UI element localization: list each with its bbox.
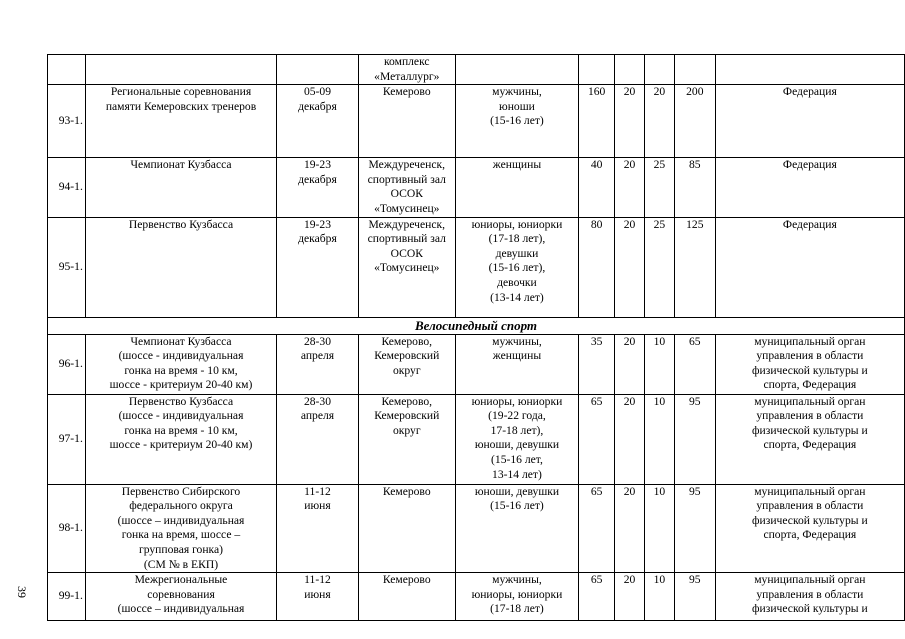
event-dates-cell: 11-12 июня <box>277 573 359 621</box>
participants-cell: юниоры, юниорки (19-22 года, 17-18 лет), юноши, девушки (15-16 лет, 13-14 лет) <box>455 394 578 484</box>
participants-cell: мужчины, женщины <box>455 334 578 394</box>
section-title: Велосипедный спорт <box>48 317 905 334</box>
event-place-cell: Междуреченск, спортивный зал ОСОК «Томусинец» <box>358 217 455 317</box>
count-trainers-cell: 20 <box>615 217 645 317</box>
count-trainers-cell: 20 <box>615 573 645 621</box>
table-row <box>48 394 905 484</box>
participants-cell: юноши, девушки (15-16 лет) <box>455 484 578 573</box>
count-judges-cell: 25 <box>644 158 674 217</box>
count-total-cell: 65 <box>674 334 715 394</box>
row-number-cell: 94-1. <box>48 158 86 217</box>
table-row <box>48 334 905 394</box>
count-judges-cell: 10 <box>644 394 674 484</box>
count-trainers-cell: 20 <box>615 334 645 394</box>
event-dates-cell: 19-23 декабря <box>277 158 359 217</box>
count-participants-cell: 65 <box>579 484 615 573</box>
count-total-cell: 95 <box>674 484 715 573</box>
table-row <box>48 158 905 217</box>
row-number-cell: 93-1. <box>48 85 86 158</box>
event-dates-cell: 11-12 июня <box>277 484 359 573</box>
count-participants-cell: 65 <box>579 394 615 484</box>
event-name-cell: Первенство Кузбасса <box>85 217 276 317</box>
event-place-cell: Кемерово, Кемеровский округ <box>358 334 455 394</box>
row-number-cell: 95-1. <box>48 217 86 317</box>
row-number-cell: 96-1. <box>48 334 86 394</box>
count-trainers-cell <box>615 55 645 85</box>
section-row <box>48 317 905 334</box>
count-total-cell: 85 <box>674 158 715 217</box>
count-participants-cell: 40 <box>579 158 615 217</box>
event-place-cell: комплекс «Металлург» <box>358 55 455 85</box>
count-judges-cell <box>644 55 674 85</box>
organizer-cell: муниципальный орган управления в области физической культуры и спорта, Федерация <box>715 484 904 573</box>
count-total-cell: 95 <box>674 573 715 621</box>
event-place-cell: Кемерово <box>358 573 455 621</box>
event-name-cell: Первенство Сибирского федерального округа (шоссе – индивидуальная гонка на время, шоссе – групповая гонка) (СМ № в ЕКП) <box>85 484 276 573</box>
event-dates-cell: 19-23 декабря <box>277 217 359 317</box>
count-judges-cell: 20 <box>644 85 674 158</box>
table-row <box>48 217 905 317</box>
organizer-cell: Федерация <box>715 85 904 158</box>
participants-cell: юниоры, юниорки (17-18 лет), девушки (15-16 лет), девочки (13-14 лет) <box>455 217 578 317</box>
count-total-cell: 125 <box>674 217 715 317</box>
event-dates-cell: 28-30 апреля <box>277 394 359 484</box>
count-total-cell <box>674 55 715 85</box>
row-number-cell: 97-1. <box>48 394 86 484</box>
organizer-cell: Федерация <box>715 217 904 317</box>
count-participants-cell: 65 <box>579 573 615 621</box>
event-dates-cell: 05-09 декабря <box>277 85 359 158</box>
organizer-cell: муниципальный орган управления в области физической культуры и спорта, Федерация <box>715 334 904 394</box>
organizer-cell: муниципальный орган управления в области физической культуры и спорта, Федерация <box>715 394 904 484</box>
event-name-cell <box>85 55 276 85</box>
event-place-cell: Кемерово <box>358 484 455 573</box>
count-participants-cell: 160 <box>579 85 615 158</box>
event-name-cell: Региональные соревнования памяти Кемеровских тренеров <box>85 85 276 158</box>
count-trainers-cell: 20 <box>615 85 645 158</box>
count-trainers-cell: 20 <box>615 394 645 484</box>
count-participants-cell <box>579 55 615 85</box>
row-number-cell <box>48 55 86 85</box>
table-row <box>48 484 905 573</box>
count-judges-cell: 10 <box>644 573 674 621</box>
event-place-cell: Кемерово <box>358 85 455 158</box>
event-place-cell: Междуреченск, спортивный зал ОСОК «Томусинец» <box>358 158 455 217</box>
count-trainers-cell: 20 <box>615 484 645 573</box>
participants-cell <box>455 55 578 85</box>
event-dates-cell <box>277 55 359 85</box>
count-total-cell: 200 <box>674 85 715 158</box>
participants-cell: мужчины, юноши (15-16 лет) <box>455 85 578 158</box>
event-name-cell: Первенство Кузбасса (шоссе - индивидуальная гонка на время - 10 км, шоссе - критериум 20-40 км) <box>85 394 276 484</box>
event-name-cell: Межрегиональные соревнования (шоссе – индивидуальная <box>85 573 276 621</box>
event-name-cell: Чемпионат Кузбасса (шоссе - индивидуальная гонка на время - 10 км, шоссе - критериум 20-40 км) <box>85 334 276 394</box>
row-number-cell: 99-1. <box>48 573 86 621</box>
event-place-cell: Кемерово, Кемеровский округ <box>358 394 455 484</box>
organizer-cell: муниципальный орган управления в области физической культуры и <box>715 573 904 621</box>
page-number: 39 <box>15 586 29 598</box>
count-judges-cell: 25 <box>644 217 674 317</box>
organizer-cell: Федерация <box>715 158 904 217</box>
count-trainers-cell: 20 <box>615 158 645 217</box>
events-table <box>47 54 905 621</box>
count-judges-cell: 10 <box>644 484 674 573</box>
event-dates-cell: 28-30 апреля <box>277 334 359 394</box>
table-row <box>48 573 905 621</box>
count-participants-cell: 80 <box>579 217 615 317</box>
count-participants-cell: 35 <box>579 334 615 394</box>
participants-cell: мужчины, юниоры, юниорки (17-18 лет) <box>455 573 578 621</box>
table-row <box>48 85 905 158</box>
organizer-cell <box>715 55 904 85</box>
row-number-cell: 98-1. <box>48 484 86 573</box>
participants-cell: женщины <box>455 158 578 217</box>
count-judges-cell: 10 <box>644 334 674 394</box>
event-name-cell: Чемпионат Кузбасса <box>85 158 276 217</box>
count-total-cell: 95 <box>674 394 715 484</box>
table-row <box>48 55 905 85</box>
